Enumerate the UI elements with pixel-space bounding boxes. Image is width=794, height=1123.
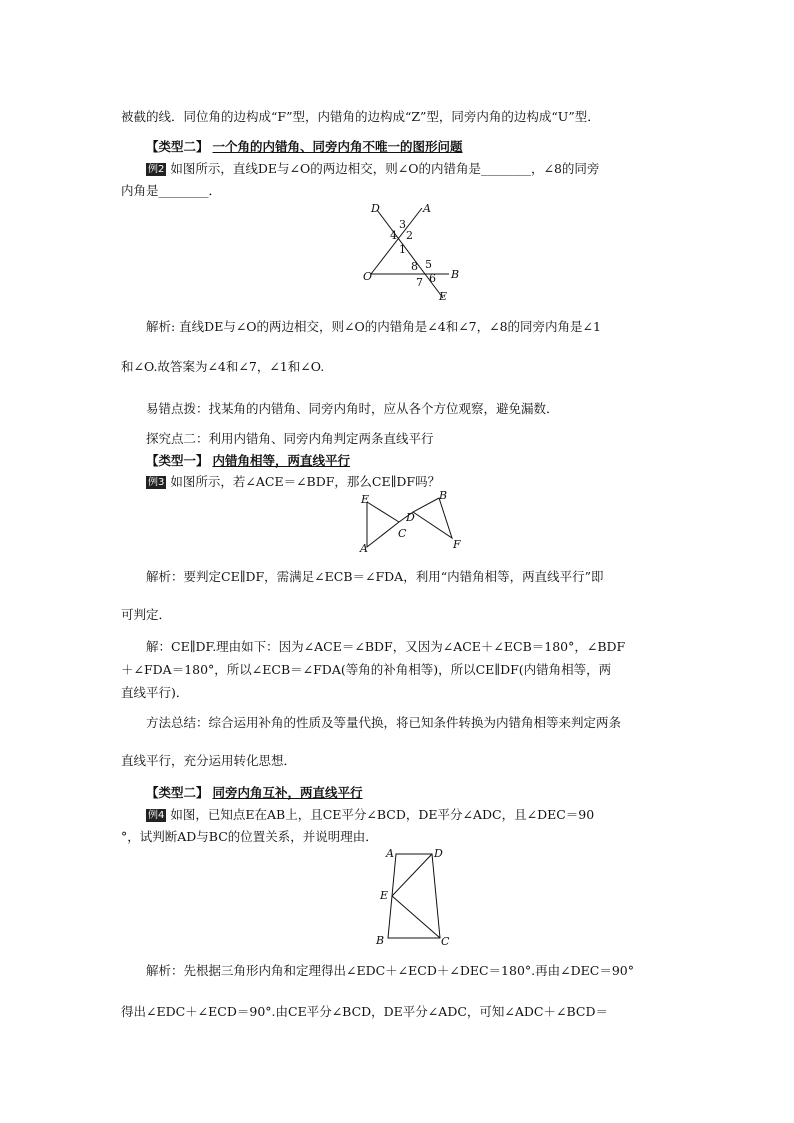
label-f: F bbox=[453, 538, 461, 551]
example-tag: 例3 bbox=[148, 477, 165, 488]
type-title: 同旁内角互补，两直线平行 bbox=[212, 785, 363, 800]
text-line: 可判定． bbox=[121, 607, 172, 622]
label-e: E bbox=[380, 889, 389, 902]
example-text: 如图，已知点E在AB上，且CE平分∠BCD，DE平分∠ADC，且∠DEC＝90 bbox=[170, 807, 595, 822]
figure-angle-o bbox=[355, 198, 475, 308]
label-4: 4 bbox=[390, 229, 397, 242]
type-label: 【类型二】 bbox=[146, 139, 209, 154]
label-a: A bbox=[386, 847, 394, 860]
text-line: 解析: 直线DE与∠O的两边相交，则∠O的内错角是∠4和∠7，∠8的同旁内角是∠1 bbox=[146, 319, 601, 334]
example-4 bbox=[146, 806, 594, 824]
label-b: B bbox=[451, 268, 460, 281]
text-line: 内角是________． bbox=[121, 183, 222, 198]
label-8: 8 bbox=[411, 260, 418, 273]
label-c: C bbox=[398, 527, 407, 540]
text-line: 直线平行)． bbox=[121, 685, 189, 700]
label-e: E bbox=[439, 290, 448, 303]
line-ed bbox=[392, 854, 432, 896]
label-3: 3 bbox=[399, 218, 406, 231]
type-heading bbox=[146, 452, 350, 470]
line-ec bbox=[367, 502, 399, 522]
line-ec bbox=[392, 896, 440, 938]
example-text: 如图所示，若∠ACE＝∠BDF，那么CE∥DF吗？ bbox=[170, 474, 441, 489]
text-line: 解析：先根据三角形内角和定理得出∠EDC＋∠ECD＋∠DEC＝180°.再由∠DEC＝90° bbox=[146, 963, 634, 978]
figure-ce-df bbox=[355, 490, 467, 555]
text-line: 和∠O.故答案为∠4和∠7，∠1和∠O. bbox=[121, 359, 325, 374]
label-1: 1 bbox=[399, 243, 406, 256]
text-line: 解：CE∥DF.理由如下：因为∠ACE＝∠BDF，又因为∠ACE＋∠ECB＝180°，∠BDF bbox=[146, 639, 626, 654]
type-heading bbox=[146, 138, 463, 156]
example-2 bbox=[146, 160, 599, 178]
text-line: 被截的线．同位角的边构成“F”型，内错角的边构成“Z”型，同旁内角的边构成“U”型． bbox=[121, 109, 600, 124]
label-b: B bbox=[439, 490, 448, 502]
text-line: 直线平行，充分运用转化思想． bbox=[121, 753, 297, 768]
text-line: ＋∠FDA＝180°，所以∠ECB＝∠FDA(等角的补角相等)，所以CE∥DF(内错角相等，两 bbox=[121, 662, 612, 677]
text-line: 方法总结：综合运用补角的性质及等量代换，将已知条件转换为内错角相等来判定两条 bbox=[146, 715, 622, 730]
label-d: D bbox=[371, 202, 380, 215]
label-a: A bbox=[423, 202, 431, 215]
text-line: 探究点二：利用内错角、同旁内角判定两条直线平行 bbox=[146, 431, 434, 446]
type-label: 【类型一】 bbox=[146, 453, 209, 468]
label-o: O bbox=[363, 270, 373, 283]
label-d: D bbox=[406, 511, 415, 524]
label-d: D bbox=[434, 847, 443, 860]
example-tag: 例2 bbox=[148, 164, 165, 175]
type-title: 内错角相等，两直线平行 bbox=[212, 453, 351, 468]
label-5: 5 bbox=[425, 258, 432, 271]
label-c: C bbox=[441, 935, 450, 946]
text-line: 解析：要判定CE∥DF，需满足∠ECB＝∠FDA，利用“内错角相等，两直线平行”即 bbox=[146, 569, 604, 584]
text-line: 得出∠EDC＋∠ECD＝90°.由CE平分∠BCD，DE平分∠ADC，可知∠ADC＋∠BCD＝ bbox=[121, 1004, 608, 1019]
text-line: 易错点拨：找某角的内错角、同旁内角时，应从各个方位观察，避免漏数． bbox=[146, 401, 559, 416]
type-heading bbox=[146, 784, 363, 802]
figure-trapezoid bbox=[374, 846, 454, 946]
trapezoid-abcd bbox=[388, 854, 440, 938]
example-text: 如图所示，直线DE与∠O的两边相交，则∠O的内错角是________，∠8的同旁 bbox=[170, 161, 600, 176]
type-label: 【类型二】 bbox=[146, 785, 209, 800]
label-b: B bbox=[376, 934, 385, 946]
label-2: 2 bbox=[406, 229, 413, 242]
label-e: E bbox=[361, 493, 370, 506]
label-6: 6 bbox=[429, 272, 436, 285]
text-line: °，试判断AD与BC的位置关系，并说明理由． bbox=[121, 829, 378, 844]
example-tag: 例4 bbox=[148, 810, 165, 821]
label-a: A bbox=[360, 542, 368, 555]
type-title: 一个角的内错角、同旁内角不唯一的图形问题 bbox=[212, 139, 463, 154]
example-3 bbox=[146, 473, 440, 491]
label-7: 7 bbox=[416, 276, 423, 289]
